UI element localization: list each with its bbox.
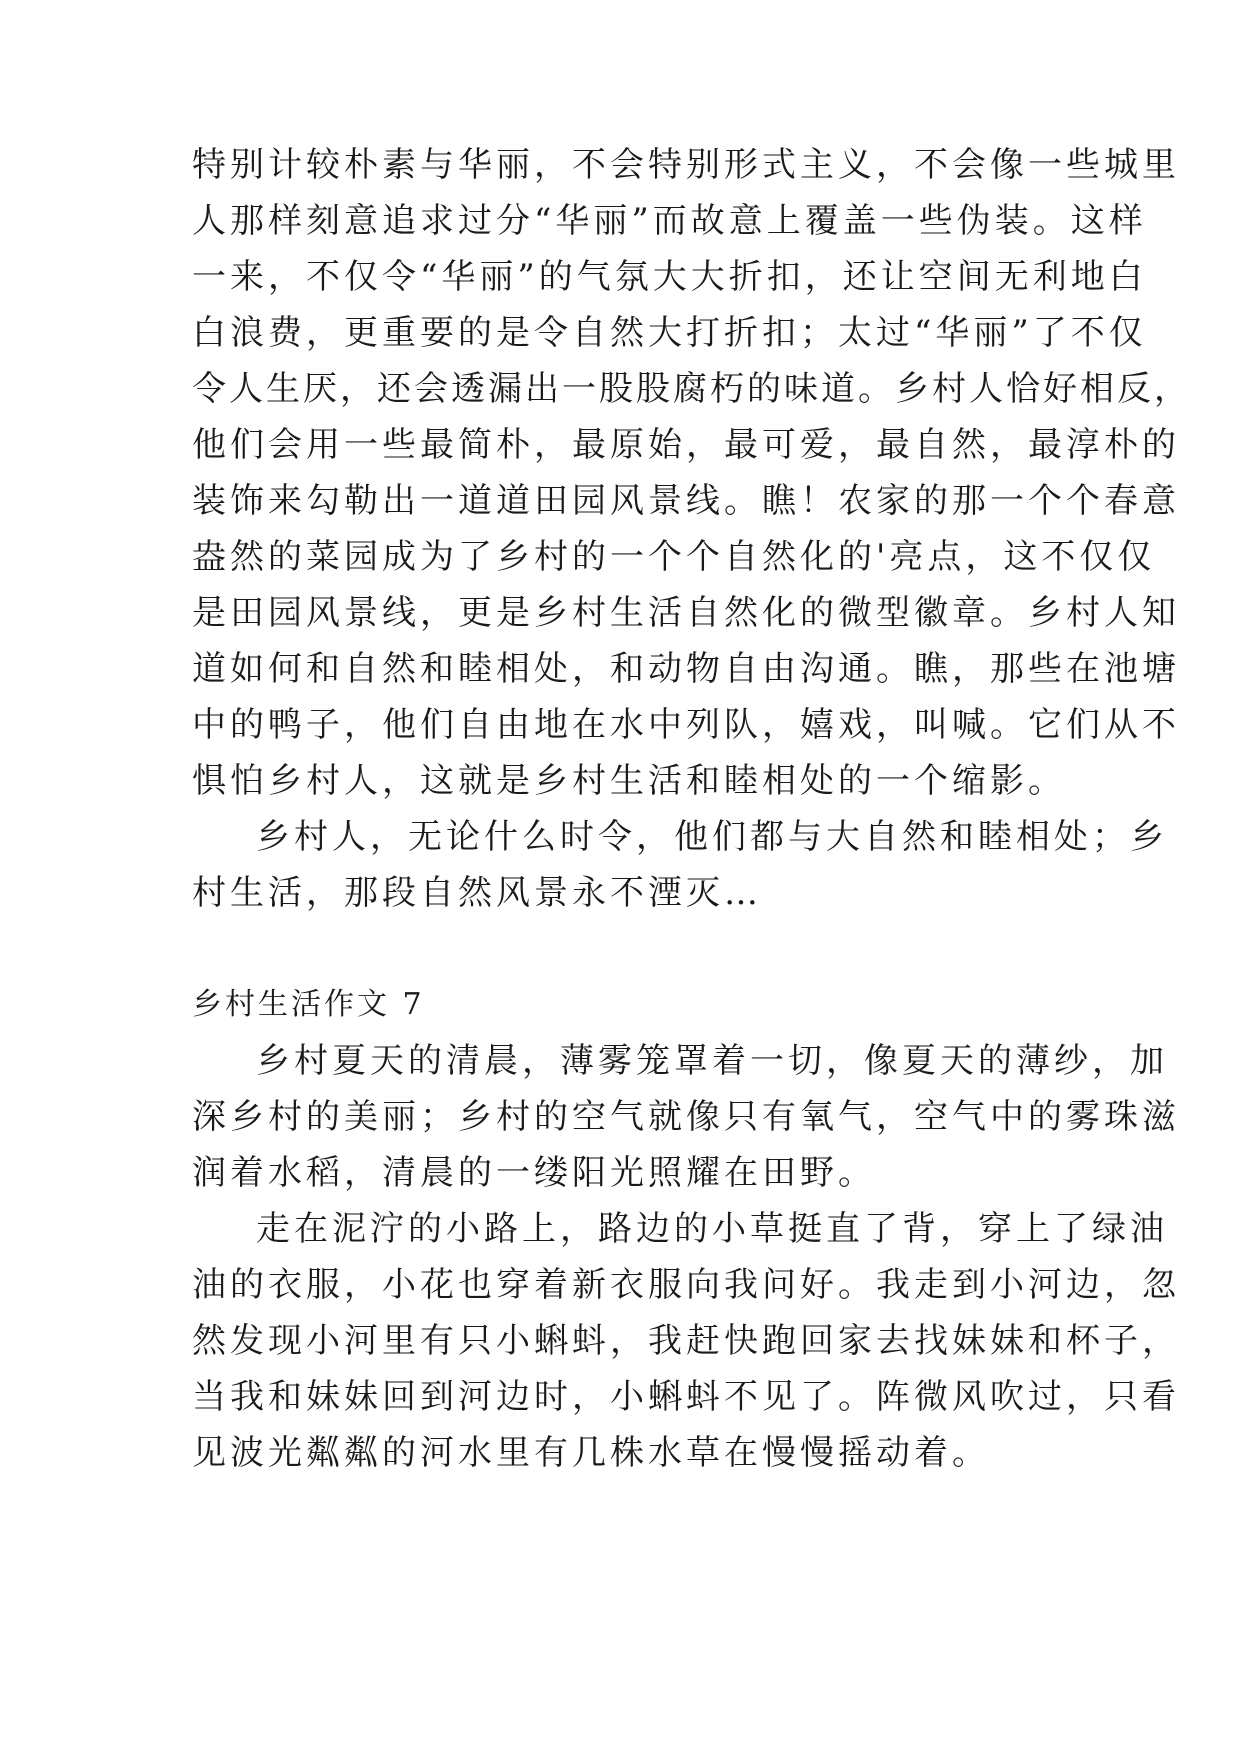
paragraph-1-line: 特别计较朴素与华丽，不会特别形式主义，不会像一些城里 xyxy=(192,145,1180,185)
paragraph-1-line: 人那样刻意追求过分“华丽”而故意上覆盖一些伪装。这样 xyxy=(192,201,1147,241)
paragraph-4-line: 油的衣服，小花也穿着新衣服向我问好。我走到小河边，忽 xyxy=(192,1265,1180,1305)
paragraph-1-line: 一来，不仅令“华丽”的气氛大大折扣，还让空间无利地白 xyxy=(192,257,1147,297)
paragraph-1-line: 道如何和自然和睦相处，和动物自由沟通。瞧，那些在池塘 xyxy=(192,649,1180,689)
paragraph-4-line: 当我和妹妹回到河边时，小蝌蚪不见了。阵微风吹过，只看 xyxy=(192,1377,1180,1417)
paragraph-4-line: 走在泥泞的小路上，路边的小草挺直了背，穿上了绿油 xyxy=(256,1209,1168,1249)
section-title: 乡村生活作文 7 xyxy=(192,987,425,1022)
paragraph-1-line: 白浪费，更重要的是令自然大打折扣；太过“华丽”了不仅 xyxy=(192,313,1147,353)
paragraph-2-line: 村生活，那段自然风景永不湮灭… xyxy=(192,873,762,913)
paragraph-3-line: 深乡村的美丽；乡村的空气就像只有氧气，空气中的雾珠滋 xyxy=(192,1097,1180,1137)
paragraph-1-line: 令人生厌，还会透漏出一股股腐朽的味道。乡村人恰好相反， xyxy=(192,369,1191,409)
paragraph-1-line: 盎然的菜园成为了乡村的一个个自然化的'亮点，这不仅仅 xyxy=(192,537,1156,577)
paragraph-4-line: 然发现小河里有只小蝌蚪，我赶快跑回家去找妹妹和杯子， xyxy=(192,1321,1180,1361)
paragraph-3-line: 乡村夏天的清晨，薄雾笼罩着一切，像夏天的薄纱，加 xyxy=(256,1041,1168,1081)
paragraph-4-line: 见波光粼粼的河水里有几株水草在慢慢摇动着。 xyxy=(192,1433,990,1473)
paragraph-1-line: 是田园风景线，更是乡村生活自然化的微型徽章。乡村人知 xyxy=(192,593,1180,633)
paragraph-1-line: 装饰来勾勒出一道道田园风景线。瞧！农家的那一个个春意 xyxy=(192,481,1180,521)
paragraph-1-line: 他们会用一些最简朴，最原始，最可爱，最自然，最淳朴的 xyxy=(192,425,1180,465)
paragraph-3-line: 润着水稻，清晨的一缕阳光照耀在田野。 xyxy=(192,1153,876,1193)
paragraph-1-line: 中的鸭子，他们自由地在水中列队，嬉戏，叫喊。它们从不 xyxy=(192,705,1180,745)
paragraph-2-line: 乡村人，无论什么时令，他们都与大自然和睦相处；乡 xyxy=(256,817,1168,857)
paragraph-1-line: 惧怕乡村人，这就是乡村生活和睦相处的一个缩影。 xyxy=(192,761,1066,801)
